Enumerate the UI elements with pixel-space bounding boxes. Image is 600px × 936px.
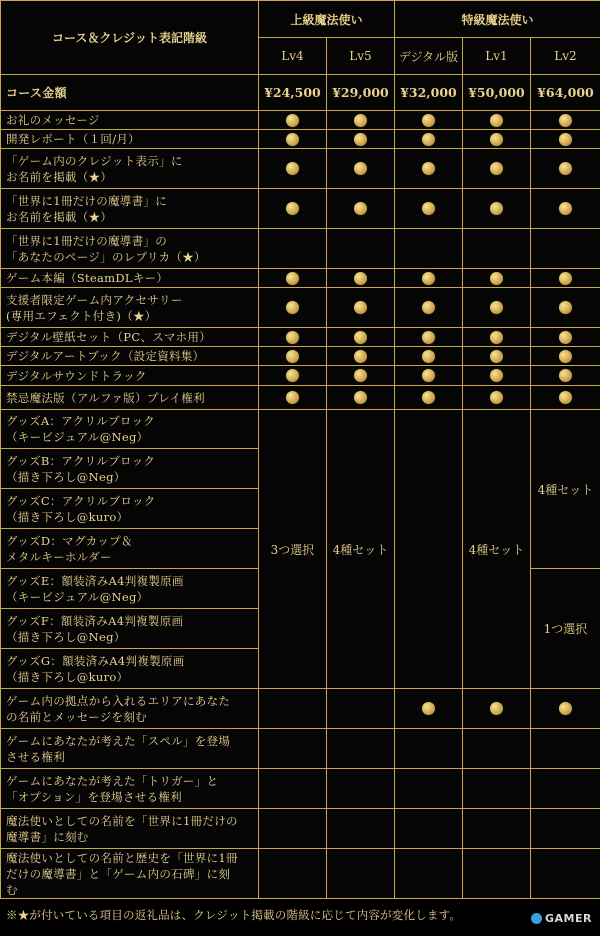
bottom-row-label-text: ゲームにあなたが考えた「スペル」を登場 させる権利 [6, 733, 231, 764]
goods-label-text: グッズE：額装済みA4判複製原画 （キービジュアル@Neg） [6, 573, 184, 604]
included-mark-icon [490, 369, 503, 382]
bottom-row-label [0, 848, 259, 899]
bottom-row-label-text: ゲームにあなたが考えた「トリガー」と 「オプション」を登場させる権利 [6, 773, 219, 804]
included-mark-icon [559, 133, 572, 146]
row-label [0, 129, 259, 149]
row-label [0, 287, 259, 328]
tier-header-3-text: Lv1 [485, 49, 508, 63]
row-label-text: 「ゲーム内のクレジット表示」に お名前を掲載（★） [6, 153, 183, 184]
row-label [0, 228, 259, 269]
group-special-header [394, 0, 600, 38]
goods-label [0, 409, 259, 449]
gamer-logo-icon [531, 913, 542, 924]
goods-label-text: グッズA：アクリルブロック （キービジュアル@Neg） [6, 414, 156, 444]
empty-cell [258, 768, 327, 809]
mark-cell [530, 327, 600, 347]
empty-cell [326, 848, 395, 899]
included-mark-icon [354, 133, 367, 146]
row-label [0, 365, 259, 386]
included-mark-icon [490, 350, 503, 363]
mark-cell [394, 188, 463, 229]
mark-cell [258, 268, 327, 288]
tier-header-2-text: デジタル版 [398, 49, 459, 64]
bottom-row-label [0, 808, 259, 849]
included-mark-icon [559, 202, 572, 215]
goods-label [0, 568, 259, 609]
price-label [0, 74, 259, 111]
empty-cell [394, 768, 463, 809]
mark-cell [394, 148, 463, 189]
mark-cell [462, 385, 531, 410]
mark-cell [326, 129, 395, 149]
course-header [0, 0, 259, 75]
goods-label-text: グッズG：額装済みA4判複製原画 （描き下ろし@kuro） [6, 653, 185, 684]
empty-cell [326, 688, 395, 729]
mark-cell [258, 385, 327, 410]
bottom-row-label-text: 魔法使いとしての名前を「世界に1冊だけの 魔導書」に刻む [6, 813, 238, 844]
row-label-text: 「世界に1冊だけの魔導書」に お名前を掲載（★） [6, 193, 168, 224]
mark-cell [394, 129, 463, 149]
mark-cell [530, 148, 600, 189]
row-label-text: ゲーム本編（SteamDLキー） [6, 271, 169, 285]
tier-header-1-text: Lv5 [349, 49, 372, 63]
bottom-row-label-text: 魔法使いとしての名前と歴史を「世界に1冊 だけの魔導書」と「ゲーム内の石碑」に刻 む [6, 850, 238, 897]
mark-cell [462, 365, 531, 386]
row-label-text: 開発レポート（１回/月） [6, 132, 140, 146]
goods-lv4-cell-text: 3つ選択 [270, 542, 315, 557]
bottom-row-label [0, 728, 259, 769]
included-mark-icon [559, 301, 572, 314]
empty-cell [462, 728, 531, 769]
tier-header-2 [394, 37, 463, 75]
included-mark-icon [354, 202, 367, 215]
goods-label [0, 488, 259, 529]
course-header-text: コース＆クレジット表記階級 [51, 31, 208, 45]
included-mark-icon [422, 272, 435, 285]
empty-cell [258, 848, 327, 899]
empty-cell [258, 228, 327, 269]
included-mark-icon [422, 133, 435, 146]
row-label-text: デジタル壁紙セット（PC、スマホ用） [6, 330, 212, 344]
goods-lv4-cell [258, 409, 327, 689]
included-mark-icon [422, 391, 435, 404]
empty-cell [530, 228, 600, 269]
row-label [0, 327, 259, 347]
mark-cell [326, 148, 395, 189]
mark-cell [530, 268, 600, 288]
included-mark-icon [422, 331, 435, 344]
empty-cell [326, 228, 395, 269]
mark-cell [462, 327, 531, 347]
group-special-header-text: 特級魔法使い [461, 12, 534, 27]
included-mark-icon [559, 114, 572, 127]
tier-header-4-text: Lv2 [554, 49, 577, 63]
empty-cell [462, 848, 531, 899]
tier-header-0 [258, 37, 327, 75]
mark-cell [462, 346, 531, 366]
mark-cell [394, 268, 463, 288]
included-mark-icon [286, 162, 299, 175]
goods-lv2-art-cell [530, 568, 600, 689]
goods-label-text: グッズD：マグカップ＆ メタルキーホルダー [6, 533, 133, 564]
included-mark-icon [490, 391, 503, 404]
tier-header-4 [530, 37, 600, 75]
empty-cell [326, 808, 395, 849]
goods-label [0, 608, 259, 649]
price-cell-4-text: ¥64,000 [537, 85, 594, 100]
row-label-text: 支援者限定ゲーム内アクセサリー (専用エフェクト付き)（★） [6, 292, 183, 323]
goods-lv2-art-cell-text: 1つ選択 [543, 622, 588, 636]
mark-cell [530, 688, 600, 729]
empty-cell [394, 808, 463, 849]
gamer-logo [531, 912, 592, 925]
included-mark-icon [490, 301, 503, 314]
goods-label [0, 528, 259, 569]
empty-cell [394, 848, 463, 899]
mark-cell [326, 365, 395, 386]
included-mark-icon [286, 272, 299, 285]
empty-cell [258, 688, 327, 729]
goods-lv5-cell-text: 4種セット [332, 542, 389, 557]
included-mark-icon [286, 391, 299, 404]
goods-label-text: グッズC：アクリルブロック （描き下ろし@kuro） [6, 493, 156, 524]
included-mark-icon [559, 369, 572, 382]
mark-cell [462, 129, 531, 149]
footer [0, 898, 600, 936]
mark-cell [462, 110, 531, 130]
empty-cell [530, 848, 600, 899]
included-mark-icon [354, 301, 367, 314]
included-mark-icon [490, 702, 503, 715]
included-mark-icon [490, 133, 503, 146]
empty-cell [394, 728, 463, 769]
mark-cell [258, 148, 327, 189]
included-mark-icon [559, 391, 572, 404]
empty-cell [530, 808, 600, 849]
empty-cell [326, 768, 395, 809]
included-mark-icon [422, 301, 435, 314]
empty-cell [258, 728, 327, 769]
tier-header-0-text: Lv4 [281, 49, 304, 63]
mark-cell [326, 346, 395, 366]
included-mark-icon [354, 272, 367, 285]
included-mark-icon [559, 350, 572, 363]
row-label [0, 346, 259, 366]
empty-cell [530, 728, 600, 769]
mark-cell [530, 129, 600, 149]
mark-cell [326, 110, 395, 130]
included-mark-icon [559, 702, 572, 715]
included-mark-icon [354, 369, 367, 382]
included-mark-icon [286, 114, 299, 127]
mark-cell [258, 365, 327, 386]
row-label-text: 「世界に1冊だけの魔導書」の 「あなたのページ」のレプリカ（★） [6, 233, 206, 264]
mark-cell [326, 327, 395, 347]
mark-cell [394, 365, 463, 386]
empty-cell [462, 808, 531, 849]
included-mark-icon [559, 331, 572, 344]
price-cell-0-text: ¥24,500 [264, 85, 321, 100]
included-mark-icon [422, 369, 435, 382]
mark-cell [394, 327, 463, 347]
group-upper-header-text: 上級魔法使い [290, 12, 363, 27]
included-mark-icon [422, 202, 435, 215]
bottom-row-label [0, 688, 259, 729]
row-label-text: 禁忌魔法版（アルファ版）プレイ権利 [6, 390, 205, 405]
row-label-text: デジタルアートブック（設定資料集） [6, 349, 205, 363]
price-label-text: コース金額 [6, 85, 67, 100]
included-mark-icon [490, 202, 503, 215]
gamer-logo-text: GAMER [545, 912, 592, 925]
row-label-text: お礼のメッセージ [6, 113, 100, 127]
tier-header-1 [326, 37, 395, 75]
mark-cell [326, 385, 395, 410]
included-mark-icon [354, 350, 367, 363]
goods-lv2-acrylic-cell-text: 4種セット [537, 482, 594, 497]
mark-cell [530, 385, 600, 410]
mark-cell [258, 287, 327, 328]
mark-cell [530, 188, 600, 229]
included-mark-icon [354, 162, 367, 175]
mark-cell [326, 268, 395, 288]
price-cell-1 [326, 74, 395, 111]
mark-cell [258, 346, 327, 366]
goods-label-text: グッズB：アクリルブロック （描き下ろし@Neg） [6, 453, 156, 484]
included-mark-icon [559, 162, 572, 175]
mark-cell [394, 110, 463, 130]
footnote: ※★が付いている項目の返礼品は、クレジット掲載の階級に応じて内容が変化します。 [6, 908, 462, 922]
included-mark-icon [286, 331, 299, 344]
empty-cell [462, 228, 531, 269]
mark-cell [394, 688, 463, 729]
included-mark-icon [286, 133, 299, 146]
mark-cell [258, 129, 327, 149]
included-mark-icon [422, 114, 435, 127]
mark-cell [258, 110, 327, 130]
mark-cell [530, 346, 600, 366]
included-mark-icon [354, 331, 367, 344]
mark-cell [530, 365, 600, 386]
included-mark-icon [490, 272, 503, 285]
group-upper-header [258, 0, 395, 38]
mark-cell [530, 110, 600, 130]
row-label [0, 385, 259, 410]
empty-cell [394, 228, 463, 269]
included-mark-icon [422, 350, 435, 363]
goods-lv2-acrylic-cell [530, 409, 600, 569]
mark-cell [394, 385, 463, 410]
mark-cell [326, 287, 395, 328]
price-cell-3-text: ¥50,000 [468, 85, 525, 100]
goods-lv1-cell [462, 409, 531, 689]
price-cell-0 [258, 74, 327, 111]
mark-cell [462, 268, 531, 288]
empty-cell [462, 768, 531, 809]
mark-cell [462, 688, 531, 729]
mark-cell [258, 188, 327, 229]
row-label [0, 148, 259, 189]
mark-cell [462, 188, 531, 229]
row-label [0, 188, 259, 229]
included-mark-icon [559, 272, 572, 285]
included-mark-icon [354, 114, 367, 127]
mark-cell [394, 287, 463, 328]
included-mark-icon [490, 162, 503, 175]
mark-cell [394, 346, 463, 366]
mark-cell [462, 148, 531, 189]
included-mark-icon [354, 391, 367, 404]
empty-cell [258, 808, 327, 849]
price-cell-1-text: ¥29,000 [332, 85, 389, 100]
included-mark-icon [422, 702, 435, 715]
price-cell-2-text: ¥32,000 [400, 85, 457, 100]
included-mark-icon [286, 301, 299, 314]
included-mark-icon [490, 114, 503, 127]
included-mark-icon [286, 350, 299, 363]
mark-cell [462, 287, 531, 328]
goods-label [0, 448, 259, 489]
row-label [0, 268, 259, 288]
bottom-row-label [0, 768, 259, 809]
price-cell-2 [394, 74, 463, 111]
mark-cell [326, 188, 395, 229]
bottom-row-label-text: ゲーム内の拠点から入れるエリアにあなた の名前とメッセージを刻む [6, 693, 231, 724]
empty-cell [326, 728, 395, 769]
mark-cell [258, 327, 327, 347]
goods-lv5-cell [326, 409, 395, 689]
included-mark-icon [422, 162, 435, 175]
goods-label-text: グッズF：額装済みA4判複製原画 （描き下ろし@Neg） [6, 613, 184, 644]
row-label-text: デジタルサウンドトラック [6, 368, 147, 383]
tier-header-3 [462, 37, 531, 75]
included-mark-icon [286, 202, 299, 215]
goods-lv1-cell-text: 4種セット [468, 542, 525, 557]
included-mark-icon [490, 331, 503, 344]
price-cell-3 [462, 74, 531, 111]
goods-label [0, 648, 259, 689]
mark-cell [530, 287, 600, 328]
goods-digital-cell [394, 409, 463, 689]
included-mark-icon [286, 369, 299, 382]
empty-cell [530, 768, 600, 809]
price-cell-4 [530, 74, 600, 111]
row-label [0, 110, 259, 130]
